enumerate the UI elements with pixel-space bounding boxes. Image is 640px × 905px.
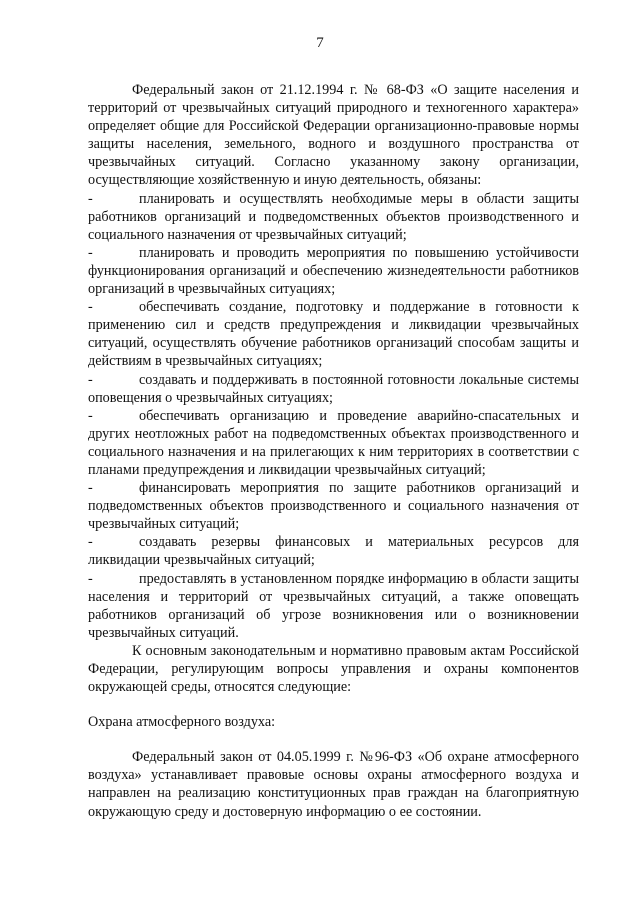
list-item-text: создавать резервы финансовых и материальных ресурсов для ликвидации чрезвычайных ситуаций; [88, 534, 579, 569]
list-item [88, 371, 579, 407]
obligations-list [88, 190, 579, 642]
list-item [88, 479, 579, 533]
bullet-dash: - [88, 480, 93, 497]
acts-intro-paragraph: К основным законодательным и нормативно правовым актам Российской Федерации, регулирующим вопросы управления и охраны компонентов окружающей среды, относятся следующие: [88, 642, 579, 696]
bullet-dash: - [88, 570, 93, 587]
paragraph-spacer [88, 696, 579, 713]
list-item [88, 407, 579, 479]
air-law-paragraph: Федеральный закон от 04.05.1999 г. №96-ФЗ «Об охране атмосферного воздуха» устанавливает правовые основы охраны атмосферного воздуха и направлен на реализацию конституционных прав граждан на благоприятную окружающую среду и достоверную информацию о ее состоянии. [88, 749, 579, 820]
list-item [88, 190, 579, 244]
list-item-text: обеспечивать создание, подготовку и поддержание в готовности к применению сил и средств предупреждения и ликвидации чрезвычайных ситуаций, осуществлять обучение работников организаций способам защиты и действиям в чрезвычайных ситуациях; [88, 299, 579, 370]
bullet-dash: - [88, 534, 93, 551]
list-item [88, 570, 579, 642]
paragraph-spacer [88, 731, 579, 748]
intro-paragraph: Федеральный закон от 21.12.1994 г. № 68-ФЗ «О защите населения и территорий от чрезвычайных ситуаций природного и техногенного характера» определяет общие для Российской Федерации организационно-правовые нормы защиты населения, земельного, водного и воздушного пространства от чрезвычайных ситуаций. Согласно указанному закону организации, осуществляющие хозяйственную и иную деятельность, обязаны: [88, 82, 579, 189]
page-number: 7 [316, 35, 324, 51]
bullet-dash: - [88, 371, 93, 388]
list-item-text: создавать и поддерживать в постоянной готовности локальные системы оповещения о чрезвычайных ситуациях; [88, 371, 579, 406]
list-item-text: обеспечивать организацию и проведение аварийно-спасательных и других неотложных работ на подведомственных объектах производственного и социального назначения и на прилегающих к ним территориях в соответствии с планами предупреждения и ликвидации чрезвычайных ситуаций; [88, 407, 579, 478]
bullet-dash: - [88, 190, 93, 207]
list-item-text: финансировать мероприятия по защите работников организаций и подведомственных объектов производственного и социального назначения от чрезвычайных ситуаций; [88, 480, 579, 533]
bullet-dash: - [88, 299, 93, 316]
section-heading: Охрана атмосферного воздуха: [88, 714, 276, 731]
list-item-text: предоставлять в установленном порядке информацию в области защиты населения и территорий от чрезвычайных ситуаций, а также оповещать работников организаций об угрозе возникновения или о возникновении чрезвычайных ситуаций. [88, 570, 579, 641]
bullet-dash: - [88, 244, 93, 261]
page-body [88, 81, 579, 821]
list-item-text: планировать и проводить мероприятия по повышению устойчивости функционирования организаций и обеспечению жизнедеятельности работников организаций в чрезвычайных ситуациях; [88, 244, 579, 298]
list-item [88, 298, 579, 370]
list-item [88, 533, 579, 569]
bullet-dash: - [88, 407, 93, 424]
list-item-text: планировать и осуществлять необходимые меры в области защиты работников организаций и подведомственных объектов производственного и социального назначения от чрезвычайных ситуаций; [88, 190, 579, 243]
list-item [88, 244, 579, 298]
